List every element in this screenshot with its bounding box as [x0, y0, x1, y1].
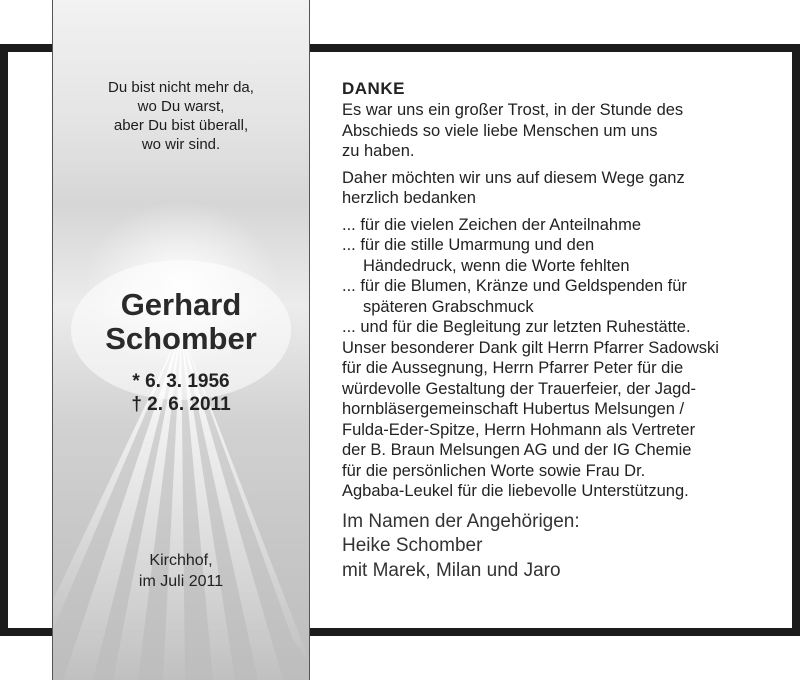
- place-date: [53, 550, 309, 592]
- motto-verse: [53, 78, 309, 154]
- list-item-text: ... für die Blumen, Kränze und Geldspenden für: [342, 277, 687, 295]
- motto-line: wo Du warst,: [137, 98, 225, 115]
- thanks-paragraph: [342, 168, 782, 209]
- text-line: Es war uns ein großer Trost, in der Stunde des: [342, 101, 684, 119]
- life-dates: [53, 370, 309, 416]
- list-item-text: ... und für die Begleitung zur letzten Ruhestätte.: [342, 318, 691, 336]
- place: Kirchhof,: [149, 552, 213, 569]
- text-line: der B. Braun Melsungen AG und der IG Chemie: [342, 441, 692, 459]
- thanks-list: [342, 215, 782, 338]
- list-item-text: ... für die stille Umarmung und den: [342, 236, 595, 254]
- signature-line: Heike Schomber: [342, 535, 483, 556]
- text-line: für die Aussegnung, Herrn Pfarrer Peter für die: [342, 359, 684, 377]
- list-item: [342, 317, 782, 338]
- signature-line: mit Marek, Milan und Jaro: [342, 559, 561, 581]
- list-item: [342, 235, 782, 276]
- list-item: [342, 215, 782, 236]
- signature-line: Im Namen der Angehörigen:: [342, 510, 580, 532]
- list-item-text: ... für die vielen Zeichen der Anteilnahme: [342, 215, 642, 234]
- memorial-panel: [52, 0, 310, 680]
- text-line: Daher möchten wir uns auf diesem Wege ganz: [342, 168, 685, 187]
- motto-line: aber Du bist überall,: [113, 117, 249, 134]
- text-line: herzlich bedanken: [342, 189, 476, 207]
- first-name: Gerhard: [120, 287, 242, 322]
- text-line: Unser besonderer Dank gilt Herrn Pfarrer Sadowski: [342, 338, 719, 357]
- text-line: Fulda-Eder-Spitze, Herrn Hohmann als Vertreter: [342, 420, 696, 439]
- special-thanks-paragraph: [342, 338, 782, 502]
- text-line: für die persönlichen Worte sowie Frau Dr.: [342, 461, 646, 480]
- list-item: [342, 276, 782, 317]
- list-item-continuation: späteren Grabschmuck: [363, 297, 534, 316]
- motto-line: Du bist nicht mehr da,: [108, 79, 254, 96]
- death-date: † 2. 6. 2011: [131, 394, 231, 415]
- text-line: Agbaba-Leukel für die liebevolle Unterstützung.: [342, 482, 689, 500]
- deceased-name: [53, 288, 309, 356]
- text-line: hornbläsergemeinschaft Hubertus Melsungen /: [342, 400, 685, 418]
- last-name: Schomber: [105, 321, 257, 356]
- date: im Juli 2011: [138, 573, 224, 590]
- text-line: zu haben.: [342, 142, 415, 160]
- intro-paragraph: [342, 100, 782, 162]
- motto-line: wo wir sind.: [141, 136, 221, 153]
- list-item-continuation: Händedruck, wenn die Worte fehlten: [363, 256, 630, 275]
- thanks-text: [342, 78, 782, 583]
- birth-date: * 6. 3. 1956: [132, 371, 230, 392]
- text-line: würdevolle Gestaltung der Trauerfeier, der Jagd-: [342, 379, 697, 398]
- heading: DANKE: [342, 79, 405, 98]
- signature-block: [342, 510, 782, 584]
- text-line: Abschieds so viele liebe Menschen um uns: [342, 121, 658, 140]
